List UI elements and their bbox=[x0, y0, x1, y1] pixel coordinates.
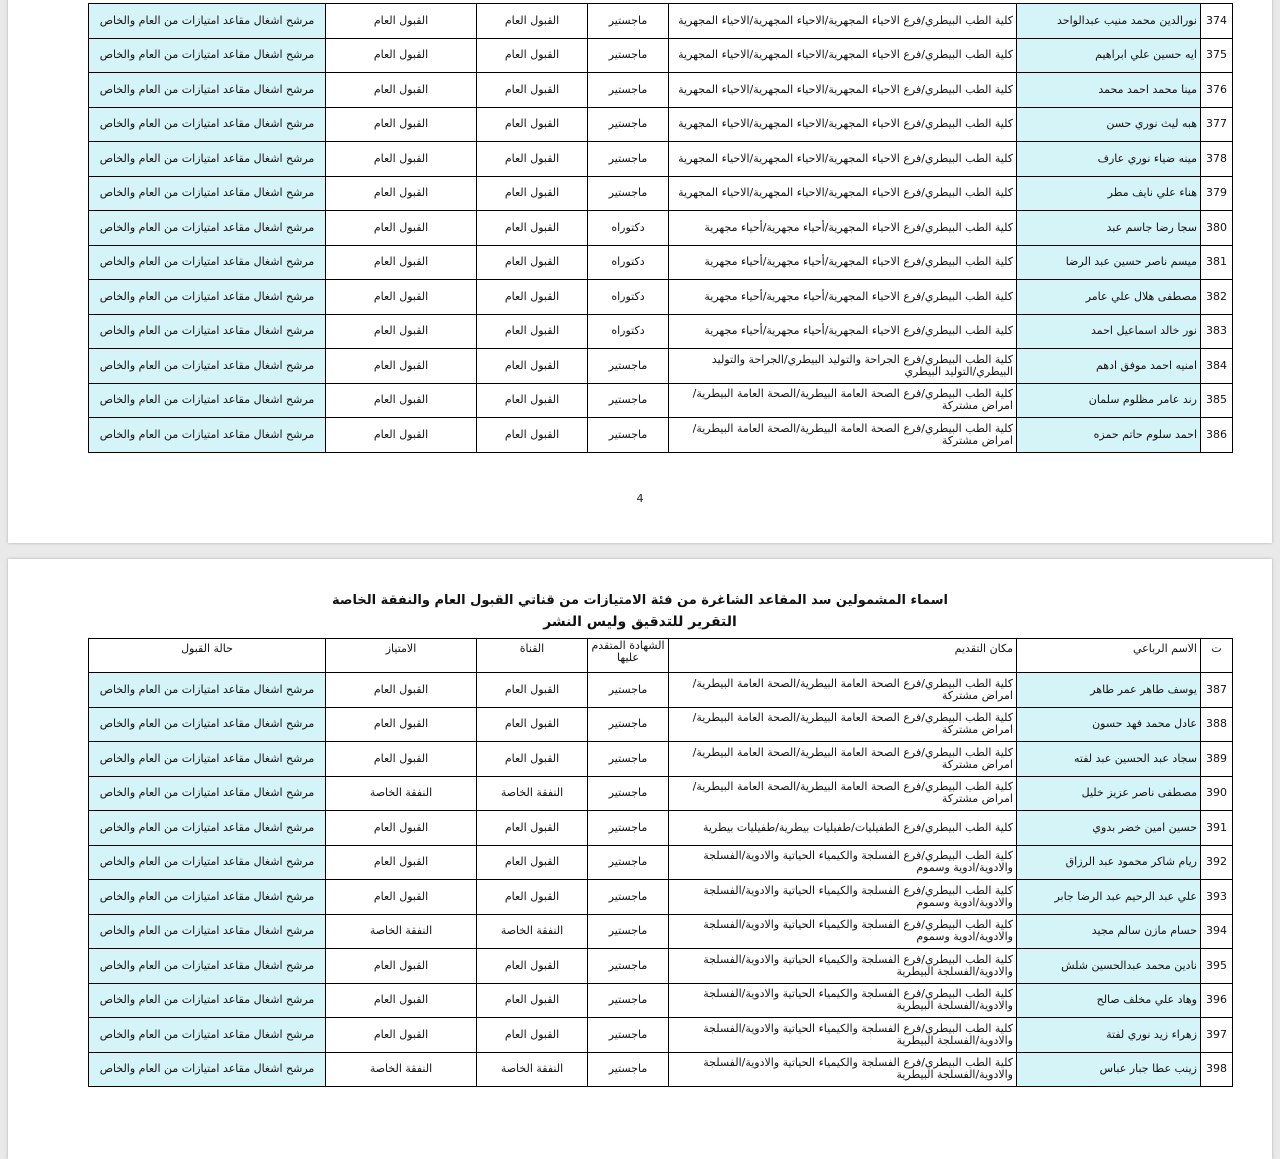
table-row bbox=[89, 73, 1233, 108]
application-place-cell: كلية الطب البيطري/فرع الاحياء المجهرية/الاحياء المجهرية/الاحياء المجهرية bbox=[669, 38, 1017, 73]
degree-cell: دكتوراه bbox=[588, 245, 669, 280]
privilege-cell: النفقة الخاصة bbox=[326, 914, 477, 949]
privilege-cell: النفقة الخاصة bbox=[326, 776, 477, 811]
row-index-cell: 386 bbox=[1201, 418, 1233, 453]
application-place-cell: كلية الطب البيطري/فرع الاحياء المجهرية/أحياء مجهرية/أحياء مجهرية bbox=[669, 280, 1017, 315]
channel-cell: القبول العام bbox=[477, 418, 588, 453]
degree-cell: ماجستير bbox=[588, 673, 669, 708]
privilege-cell: القبول العام bbox=[326, 673, 477, 708]
table-header-row bbox=[89, 639, 1233, 673]
candidate-name-cell: زينب عطا جبار عباس bbox=[1017, 1052, 1201, 1087]
candidate-name-cell: عادل محمد فهد حسون bbox=[1017, 707, 1201, 742]
column-header-full-name: الاسم الرباعي bbox=[1017, 639, 1201, 673]
application-place-cell: كلية الطب البيطري/فرع الاحياء المجهرية/الاحياء المجهرية/الاحياء المجهرية bbox=[669, 107, 1017, 142]
application-place-cell: كلية الطب البيطري/فرع الطفيليات/طفيليات بيطرية/طفيليات بيطرية bbox=[669, 811, 1017, 846]
admission-status-cell: مرشح اشغال مقاعد امتيازات من العام والخاص bbox=[89, 142, 326, 177]
channel-cell: القبول العام bbox=[477, 38, 588, 73]
channel-cell: القبول العام bbox=[477, 142, 588, 177]
privilege-cell: القبول العام bbox=[326, 38, 477, 73]
admission-status-cell: مرشح اشغال مقاعد امتيازات من العام والخاص bbox=[89, 811, 326, 846]
admission-status-cell: مرشح اشغال مقاعد امتيازات من العام والخاص bbox=[89, 280, 326, 315]
row-index-cell: 393 bbox=[1201, 880, 1233, 915]
column-header-privilege: الامتياز bbox=[326, 639, 477, 673]
row-index-cell: 378 bbox=[1201, 142, 1233, 177]
table-row bbox=[89, 107, 1233, 142]
application-place-cell: كلية الطب البيطري/فرع الصحة العامة البيطرية/الصحة العامة البيطرية/امراض مشتركة bbox=[669, 707, 1017, 742]
column-header-index: ت bbox=[1201, 639, 1233, 673]
column-header-degree: الشهادة المتقدم عليها bbox=[588, 639, 669, 673]
application-place-cell: كلية الطب البيطري/فرع الفسلجة والكيمياء الحياتية والادوية/الفسلجة والادوية/ادوية وسموم bbox=[669, 914, 1017, 949]
application-place-cell: كلية الطب البيطري/فرع الاحياء المجهرية/أحياء مجهرية/أحياء مجهرية bbox=[669, 314, 1017, 349]
channel-cell: القبول العام bbox=[477, 949, 588, 984]
channel-cell: القبول العام bbox=[477, 1018, 588, 1053]
table-row bbox=[89, 983, 1233, 1018]
privilege-cell: القبول العام bbox=[326, 176, 477, 211]
channel-cell: القبول العام bbox=[477, 673, 588, 708]
application-place-cell: كلية الطب البيطري/فرع الفسلجة والكيمياء الحياتية والادوية/الفسلجة والادوية/ادوية وسموم bbox=[669, 880, 1017, 915]
channel-cell: القبول العام bbox=[477, 880, 588, 915]
degree-cell: ماجستير bbox=[588, 73, 669, 108]
row-index-cell: 395 bbox=[1201, 949, 1233, 984]
candidates-table-page-4 bbox=[88, 3, 1233, 453]
degree-cell: ماجستير bbox=[588, 1018, 669, 1053]
candidate-name-cell: حسام مازن سالم مجيد bbox=[1017, 914, 1201, 949]
candidate-name-cell: نور خالد اسماعيل احمد bbox=[1017, 314, 1201, 349]
admission-status-cell: مرشح اشغال مقاعد امتيازات من العام والخاص bbox=[89, 107, 326, 142]
row-index-cell: 376 bbox=[1201, 73, 1233, 108]
page-number: 4 bbox=[636, 492, 644, 505]
channel-cell: القبول العام bbox=[477, 811, 588, 846]
degree-cell: دكتوراه bbox=[588, 280, 669, 315]
column-header-admission-status: حالة القبول bbox=[89, 639, 326, 673]
admission-status-cell: مرشح اشغال مقاعد امتيازات من العام والخاص bbox=[89, 38, 326, 73]
degree-cell: ماجستير bbox=[588, 880, 669, 915]
candidate-name-cell: هناء علي نايف مطر bbox=[1017, 176, 1201, 211]
application-place-cell: كلية الطب البيطري/فرع الصحة العامة البيطرية/الصحة العامة البيطرية/امراض مشتركة bbox=[669, 673, 1017, 708]
table-row bbox=[89, 880, 1233, 915]
candidate-name-cell: هبه ليث نوري حسن bbox=[1017, 107, 1201, 142]
privilege-cell: القبول العام bbox=[326, 280, 477, 315]
candidate-name-cell: سجاد عبد الحسين عبد لفته bbox=[1017, 742, 1201, 777]
candidate-name-cell: مصطفى ناصر عزيز خليل bbox=[1017, 776, 1201, 811]
application-place-cell: كلية الطب البيطري/فرع الجراحة والتوليد البيطري/الجراحة والتوليد البيطري/التوليد البيطري bbox=[669, 349, 1017, 384]
row-index-cell: 374 bbox=[1201, 4, 1233, 39]
privilege-cell: النفقة الخاصة bbox=[326, 1052, 477, 1087]
admission-status-cell: مرشح اشغال مقاعد امتيازات من العام والخاص bbox=[89, 949, 326, 984]
admission-status-cell: مرشح اشغال مقاعد امتيازات من العام والخاص bbox=[89, 1052, 326, 1087]
row-index-cell: 390 bbox=[1201, 776, 1233, 811]
privilege-cell: القبول العام bbox=[326, 245, 477, 280]
table-row bbox=[89, 811, 1233, 846]
degree-cell: دكتوراه bbox=[588, 314, 669, 349]
table-row bbox=[89, 314, 1233, 349]
degree-cell: ماجستير bbox=[588, 38, 669, 73]
admission-status-cell: مرشح اشغال مقاعد امتيازات من العام والخاص bbox=[89, 73, 326, 108]
privilege-cell: القبول العام bbox=[326, 983, 477, 1018]
degree-cell: ماجستير bbox=[588, 949, 669, 984]
candidate-name-cell: نادين محمد عبدالحسين شلش bbox=[1017, 949, 1201, 984]
candidate-name-cell: ريام شاكر محمود عبد الرزاق bbox=[1017, 845, 1201, 880]
degree-cell: ماجستير bbox=[588, 142, 669, 177]
degree-cell: ماجستير bbox=[588, 983, 669, 1018]
degree-cell: ماجستير bbox=[588, 418, 669, 453]
table-row bbox=[89, 211, 1233, 246]
table-row bbox=[89, 1018, 1233, 1053]
admission-status-cell: مرشح اشغال مقاعد امتيازات من العام والخاص bbox=[89, 983, 326, 1018]
admission-status-cell: مرشح اشغال مقاعد امتيازات من العام والخاص bbox=[89, 383, 326, 418]
channel-cell: القبول العام bbox=[477, 983, 588, 1018]
application-place-cell: كلية الطب البيطري/فرع الصحة العامة البيطرية/الصحة العامة البيطرية/امراض مشتركة bbox=[669, 418, 1017, 453]
row-index-cell: 392 bbox=[1201, 845, 1233, 880]
admission-status-cell: مرشح اشغال مقاعد امتيازات من العام والخاص bbox=[89, 707, 326, 742]
channel-cell: القبول العام bbox=[477, 845, 588, 880]
table-row bbox=[89, 142, 1233, 177]
table-row bbox=[89, 418, 1233, 453]
application-place-cell: كلية الطب البيطري/فرع الاحياء المجهرية/الاحياء المجهرية/الاحياء المجهرية bbox=[669, 4, 1017, 39]
table-row bbox=[89, 673, 1233, 708]
table-body bbox=[89, 673, 1233, 1087]
degree-cell: ماجستير bbox=[588, 176, 669, 211]
table-row bbox=[89, 280, 1233, 315]
channel-cell: القبول العام bbox=[477, 280, 588, 315]
row-index-cell: 389 bbox=[1201, 742, 1233, 777]
table-row bbox=[89, 176, 1233, 211]
degree-cell: ماجستير bbox=[588, 349, 669, 384]
admission-status-cell: مرشح اشغال مقاعد امتيازات من العام والخاص bbox=[89, 418, 326, 453]
table-body bbox=[89, 4, 1233, 453]
admission-status-cell: مرشح اشغال مقاعد امتيازات من العام والخاص bbox=[89, 880, 326, 915]
channel-cell: القبول العام bbox=[477, 211, 588, 246]
candidate-name-cell: ميسم ناصر حسين عبد الرضا bbox=[1017, 245, 1201, 280]
row-index-cell: 398 bbox=[1201, 1052, 1233, 1087]
privilege-cell: القبول العام bbox=[326, 1018, 477, 1053]
row-index-cell: 383 bbox=[1201, 314, 1233, 349]
admission-status-cell: مرشح اشغال مقاعد امتيازات من العام والخاص bbox=[89, 845, 326, 880]
table-row bbox=[89, 349, 1233, 384]
application-place-cell: كلية الطب البيطري/فرع الفسلجة والكيمياء الحياتية والادوية/الفسلجة والادوية/الفسلجة البيطرية bbox=[669, 949, 1017, 984]
candidate-name-cell: زهراء زيد نوري لفتة bbox=[1017, 1018, 1201, 1053]
channel-cell: القبول العام bbox=[477, 107, 588, 142]
degree-cell: ماجستير bbox=[588, 1052, 669, 1087]
channel-cell: القبول العام bbox=[477, 742, 588, 777]
candidate-name-cell: يوسف طاهر عمر طاهر bbox=[1017, 673, 1201, 708]
channel-cell: النفقة الخاصة bbox=[477, 1052, 588, 1087]
row-index-cell: 387 bbox=[1201, 673, 1233, 708]
privilege-cell: القبول العام bbox=[326, 880, 477, 915]
candidate-name-cell: علي عبد الرحيم عبد الرضا جابر bbox=[1017, 880, 1201, 915]
application-place-cell: كلية الطب البيطري/فرع الاحياء المجهرية/أحياء مجهرية/أحياء مجهرية bbox=[669, 245, 1017, 280]
channel-cell: القبول العام bbox=[477, 73, 588, 108]
application-place-cell: كلية الطب البيطري/فرع الفسلجة والكيمياء الحياتية والادوية/الفسلجة والادوية/الفسلجة البيطرية bbox=[669, 1052, 1017, 1087]
table-row bbox=[89, 914, 1233, 949]
row-index-cell: 377 bbox=[1201, 107, 1233, 142]
privilege-cell: القبول العام bbox=[326, 314, 477, 349]
application-place-cell: كلية الطب البيطري/فرع الصحة العامة البيطرية/الصحة العامة البيطرية/امراض مشتركة bbox=[669, 383, 1017, 418]
degree-cell: ماجستير bbox=[588, 4, 669, 39]
degree-cell: ماجستير bbox=[588, 742, 669, 777]
candidate-name-cell: مينه ضياء نوري عارف bbox=[1017, 142, 1201, 177]
candidate-name-cell: وهاد علي مخلف صالح bbox=[1017, 983, 1201, 1018]
row-index-cell: 391 bbox=[1201, 811, 1233, 846]
channel-cell: القبول العام bbox=[477, 245, 588, 280]
admission-status-cell: مرشح اشغال مقاعد امتيازات من العام والخاص bbox=[89, 314, 326, 349]
application-place-cell: كلية الطب البيطري/فرع الاحياء المجهرية/أحياء مجهرية/أحياء مجهرية bbox=[669, 211, 1017, 246]
admission-status-cell: مرشح اشغال مقاعد امتيازات من العام والخاص bbox=[89, 4, 326, 39]
candidates-table-page-5 bbox=[88, 638, 1233, 1087]
candidate-name-cell: ايه حسين علي ابراهيم bbox=[1017, 38, 1201, 73]
candidate-name-cell: احمد سلوم حاتم حمزه bbox=[1017, 418, 1201, 453]
channel-cell: القبول العام bbox=[477, 349, 588, 384]
document-page-5 bbox=[8, 559, 1272, 1159]
admission-status-cell: مرشح اشغال مقاعد امتيازات من العام والخاص bbox=[89, 742, 326, 777]
admission-status-cell: مرشح اشغال مقاعد امتيازات من العام والخاص bbox=[89, 776, 326, 811]
channel-cell: القبول العام bbox=[477, 176, 588, 211]
degree-cell: ماجستير bbox=[588, 914, 669, 949]
application-place-cell: كلية الطب البيطري/فرع الصحة العامة البيطرية/الصحة العامة البيطرية/امراض مشتركة bbox=[669, 776, 1017, 811]
document-subtitle: التقرير للتدقيق وليس النشر bbox=[543, 614, 737, 630]
row-index-cell: 394 bbox=[1201, 914, 1233, 949]
degree-cell: ماجستير bbox=[588, 845, 669, 880]
degree-cell: ماجستير bbox=[588, 776, 669, 811]
admission-status-cell: مرشح اشغال مقاعد امتيازات من العام والخاص bbox=[89, 1018, 326, 1053]
channel-cell: القبول العام bbox=[477, 4, 588, 39]
row-index-cell: 375 bbox=[1201, 38, 1233, 73]
application-place-cell: كلية الطب البيطري/فرع الفسلجة والكيمياء الحياتية والادوية/الفسلجة والادوية/الفسلجة البيطرية bbox=[669, 1018, 1017, 1053]
privilege-cell: القبول العام bbox=[326, 418, 477, 453]
channel-cell: القبول العام bbox=[477, 314, 588, 349]
degree-cell: ماجستير bbox=[588, 811, 669, 846]
privilege-cell: القبول العام bbox=[326, 949, 477, 984]
table-row bbox=[89, 742, 1233, 777]
table-row bbox=[89, 1052, 1233, 1087]
admission-status-cell: مرشح اشغال مقاعد امتيازات من العام والخاص bbox=[89, 245, 326, 280]
application-place-cell: كلية الطب البيطري/فرع الاحياء المجهرية/الاحياء المجهرية/الاحياء المجهرية bbox=[669, 176, 1017, 211]
table-row bbox=[89, 949, 1233, 984]
channel-cell: النفقة الخاصة bbox=[477, 914, 588, 949]
degree-cell: دكتوراه bbox=[588, 211, 669, 246]
candidate-name-cell: رند عامر مظلوم سلمان bbox=[1017, 383, 1201, 418]
admission-status-cell: مرشح اشغال مقاعد امتيازات من العام والخاص bbox=[89, 914, 326, 949]
table-row bbox=[89, 38, 1233, 73]
privilege-cell: القبول العام bbox=[326, 73, 477, 108]
candidate-name-cell: حسين امين خضر بدوي bbox=[1017, 811, 1201, 846]
candidate-name-cell: مصطفى هلال علي عامر bbox=[1017, 280, 1201, 315]
privilege-cell: القبول العام bbox=[326, 349, 477, 384]
table-row bbox=[89, 383, 1233, 418]
application-place-cell: كلية الطب البيطري/فرع الفسلجة والكيمياء الحياتية والادوية/الفسلجة والادوية/الفسلجة البيطرية bbox=[669, 983, 1017, 1018]
privilege-cell: القبول العام bbox=[326, 211, 477, 246]
privilege-cell: القبول العام bbox=[326, 383, 477, 418]
degree-cell: ماجستير bbox=[588, 707, 669, 742]
application-place-cell: كلية الطب البيطري/فرع الاحياء المجهرية/الاحياء المجهرية/الاحياء المجهرية bbox=[669, 142, 1017, 177]
admission-status-cell: مرشح اشغال مقاعد امتيازات من العام والخاص bbox=[89, 349, 326, 384]
table-row bbox=[89, 4, 1233, 39]
table-row bbox=[89, 845, 1233, 880]
column-header-channel: القناة bbox=[477, 639, 588, 673]
privilege-cell: القبول العام bbox=[326, 107, 477, 142]
row-index-cell: 396 bbox=[1201, 983, 1233, 1018]
channel-cell: القبول العام bbox=[477, 707, 588, 742]
privilege-cell: القبول العام bbox=[326, 811, 477, 846]
row-index-cell: 382 bbox=[1201, 280, 1233, 315]
privilege-cell: القبول العام bbox=[326, 707, 477, 742]
row-index-cell: 380 bbox=[1201, 211, 1233, 246]
row-index-cell: 384 bbox=[1201, 349, 1233, 384]
privilege-cell: القبول العام bbox=[326, 742, 477, 777]
row-index-cell: 388 bbox=[1201, 707, 1233, 742]
candidate-name-cell: نورالدين محمد منيب عبدالواحد bbox=[1017, 4, 1201, 39]
document-page-4 bbox=[8, 0, 1272, 543]
application-place-cell: كلية الطب البيطري/فرع الفسلجة والكيمياء الحياتية والادوية/الفسلجة والادوية/ادوية وسموم bbox=[669, 845, 1017, 880]
application-place-cell: كلية الطب البيطري/فرع الاحياء المجهرية/الاحياء المجهرية/الاحياء المجهرية bbox=[669, 73, 1017, 108]
table-row bbox=[89, 776, 1233, 811]
privilege-cell: القبول العام bbox=[326, 4, 477, 39]
candidate-name-cell: سجا رضا جاسم عبد bbox=[1017, 211, 1201, 246]
degree-cell: ماجستير bbox=[588, 383, 669, 418]
candidate-name-cell: مينا محمد احمد محمد bbox=[1017, 73, 1201, 108]
admission-status-cell: مرشح اشغال مقاعد امتيازات من العام والخاص bbox=[89, 211, 326, 246]
channel-cell: القبول العام bbox=[477, 383, 588, 418]
degree-cell: ماجستير bbox=[588, 107, 669, 142]
row-index-cell: 397 bbox=[1201, 1018, 1233, 1053]
admission-status-cell: مرشح اشغال مقاعد امتيازات من العام والخاص bbox=[89, 673, 326, 708]
table-row bbox=[89, 245, 1233, 280]
channel-cell: النفقة الخاصة bbox=[477, 776, 588, 811]
application-place-cell: كلية الطب البيطري/فرع الصحة العامة البيطرية/الصحة العامة البيطرية/امراض مشتركة bbox=[669, 742, 1017, 777]
column-header-application-place: مكان التقديم bbox=[669, 639, 1017, 673]
row-index-cell: 385 bbox=[1201, 383, 1233, 418]
document-title: اسماء المشمولين سد المقاعد الشاغرة من فئة الامتيازات من قناتي القبول العام والنفقة الخاصة bbox=[332, 593, 948, 608]
privilege-cell: القبول العام bbox=[326, 142, 477, 177]
privilege-cell: القبول العام bbox=[326, 845, 477, 880]
table-row bbox=[89, 707, 1233, 742]
row-index-cell: 381 bbox=[1201, 245, 1233, 280]
row-index-cell: 379 bbox=[1201, 176, 1233, 211]
admission-status-cell: مرشح اشغال مقاعد امتيازات من العام والخاص bbox=[89, 176, 326, 211]
candidate-name-cell: امنيه احمد موفق ادهم bbox=[1017, 349, 1201, 384]
